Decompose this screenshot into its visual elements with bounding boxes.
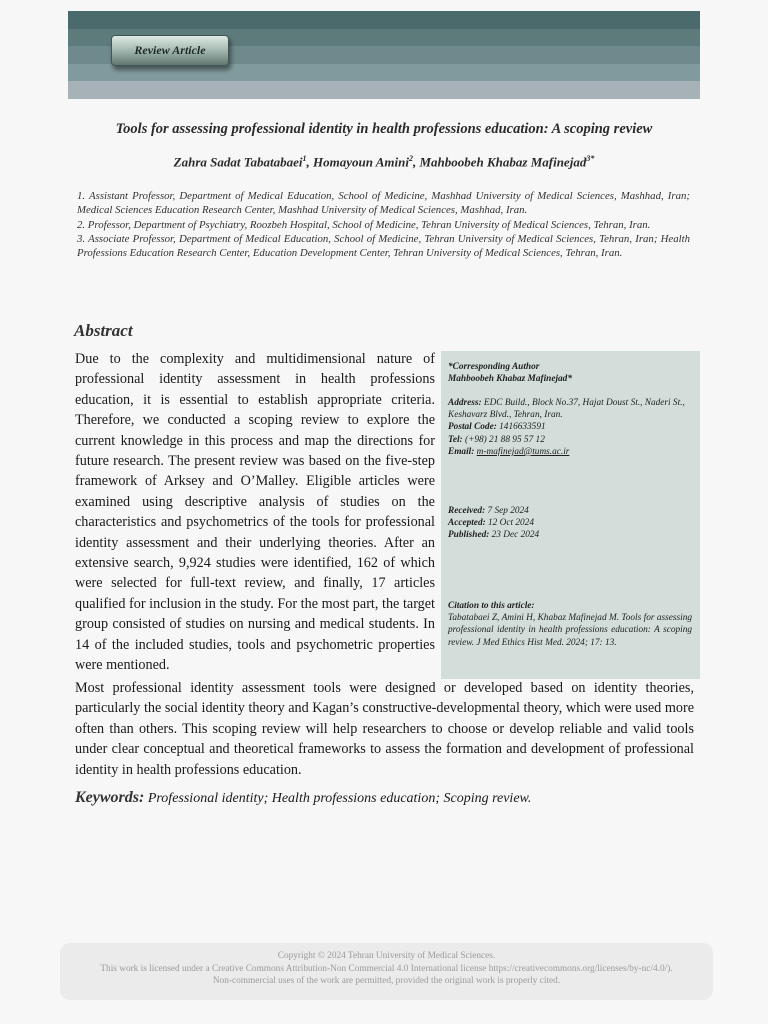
published-label: Published:: [448, 530, 490, 541]
author-affiliation-mark: 3*: [586, 154, 595, 163]
author-list: Zahra Sadat Tabatabaei$^1$, Homayoun Amini$^2$, Mahboobeh Khabaz Mafinejad$^{3*}$: [173, 154, 595, 170]
tel-label: Tel:: [448, 434, 463, 445]
postal-label: Postal Code:: [448, 422, 497, 433]
address-label: Address:: [448, 398, 482, 408]
abstract-text-column: Due to the complexity and multidimensional nature of professional identity assessment in health professions education, it is essential to establish appropriate criteria. Therefore, we conducted a scoping review to explore the current knowledge in this process and map the directions for future research. The present review was based on the five-step framework of Arksey and O’Malley. Eligible articles were examined using descriptive analysis of studies on the characteristics and psychometrics of the tools for professional identity assessment and their underlying theories. After an extensive search, 9,924 studies were identified, 162 of which were selected for full-text review, and finally, 17 articles qualified for inclusion in the study. For the most part, the target group consisted of studies on nursing and medical students. In 14 of the included studies, tools and psychometric properties were mentioned.: [75, 351, 435, 674]
accepted-date: 12 Oct 2024: [488, 518, 534, 529]
author-name: Homayoun Amini: [312, 154, 409, 170]
copyright-line: Copyright © 2024 Tehran University of Medical Sciences.: [277, 951, 496, 961]
email-label: Email:: [448, 446, 475, 457]
dates-block: [448, 505, 692, 542]
author-affiliation-mark: 2: [408, 154, 413, 163]
received-label: Received:: [448, 506, 486, 516]
published-date: 23 Dec 2024: [491, 530, 540, 541]
author-name: Zahra Sadat Tabatabaei: [173, 154, 303, 170]
corresponding-author-box: [441, 351, 700, 679]
affiliation: 3. Associate Professor, Department of Medical Education, School of Medicine, Tehran University of Medical Sciences, Tehran, Iran; Health Professions Education Research Center, Education Development Center, Tehran University of Medical Sciences, Tehran, Iran.: [77, 232, 690, 260]
received-date: 7 Sep 2024: [487, 506, 529, 516]
email-link[interactable]: m-mafinejad@tums.ac.ir: [476, 446, 570, 457]
citation-label: Citation to this article:: [448, 601, 535, 611]
abstract-heading: Abstract: [74, 321, 133, 340]
keywords-label: Keywords:: [75, 789, 145, 806]
author-name: Mahboobeh Khabaz Mafinejad: [419, 154, 587, 170]
affiliation: 1. Assistant Professor, Department of Medical Education, School of Medicine, Mashhad University of Medical Sciences, Mashhad, Iran; Medical Sciences Education Research Center, Mashhad University of Medical Sciences, Mashhad, Iran.: [77, 190, 690, 217]
keywords-text: Professional identity; Health professions education; Scoping review.: [147, 791, 532, 806]
usage-line: Non-commercial uses of the work are permitted, provided the original work is properly cited.: [212, 976, 561, 986]
banner-band: [68, 11, 700, 29]
contact-block: [448, 397, 692, 458]
postal-value: 1416633591: [499, 422, 546, 433]
address-value: EDC Build., Block No.37, Hajat Doust St., Naderi St., Keshavarz Blvd., Tehran, Iran.: [448, 398, 685, 421]
article-title: Tools for assessing professional identity in health professions education: A scoping review: [115, 121, 653, 137]
corresponding-label: *Corresponding Author: [448, 362, 540, 372]
article-type-badge: Review Article: [111, 35, 229, 66]
citation-block: [448, 600, 692, 649]
citation-text: Tabatabaei Z, Amini H, Khabaz Mafinejad M. Tools for assessing professional identity in health professions education: A scoping review. J Med Ethics Hist Med. 2024; 17: 13.: [448, 613, 692, 648]
affiliations: [77, 189, 690, 260]
banner-band: [68, 81, 700, 99]
abstract-text-full: Most professional identity assessment tools were designed or developed based on identity theories, particularly the social identity theory and Kagan’s constructive-developmental theory, which were used more often than others. This scoping review will help researchers to choose or develop reliable and valid tools under clear conceptual and theoretical frameworks to assess the formation and development of professional identity in health professions education.: [75, 680, 694, 778]
banner-band: [68, 64, 700, 82]
keywords: [75, 789, 705, 807]
license-footer: [60, 943, 713, 1000]
corresponding-name: Mahboobeh Khabaz Mafinejad*: [448, 374, 572, 385]
author-affiliation-mark: 1: [302, 154, 307, 163]
affiliation: 2. Professor, Department of Psychiatry, Roozbeh Hospital, School of Medicine, Tehran University of Medical Sciences, Tehran, Iran.: [77, 218, 651, 231]
corresponding-author-block: [448, 361, 692, 385]
accepted-label: Accepted:: [448, 518, 486, 529]
tel-value: (+98) 21 88 95 57 12: [464, 434, 545, 445]
license-line: This work is licensed under a Creative Commons Attribution-Non Commercial 4.0 International license https://creativecommons.org/licenses/by-nc/4.0/).: [100, 963, 673, 974]
